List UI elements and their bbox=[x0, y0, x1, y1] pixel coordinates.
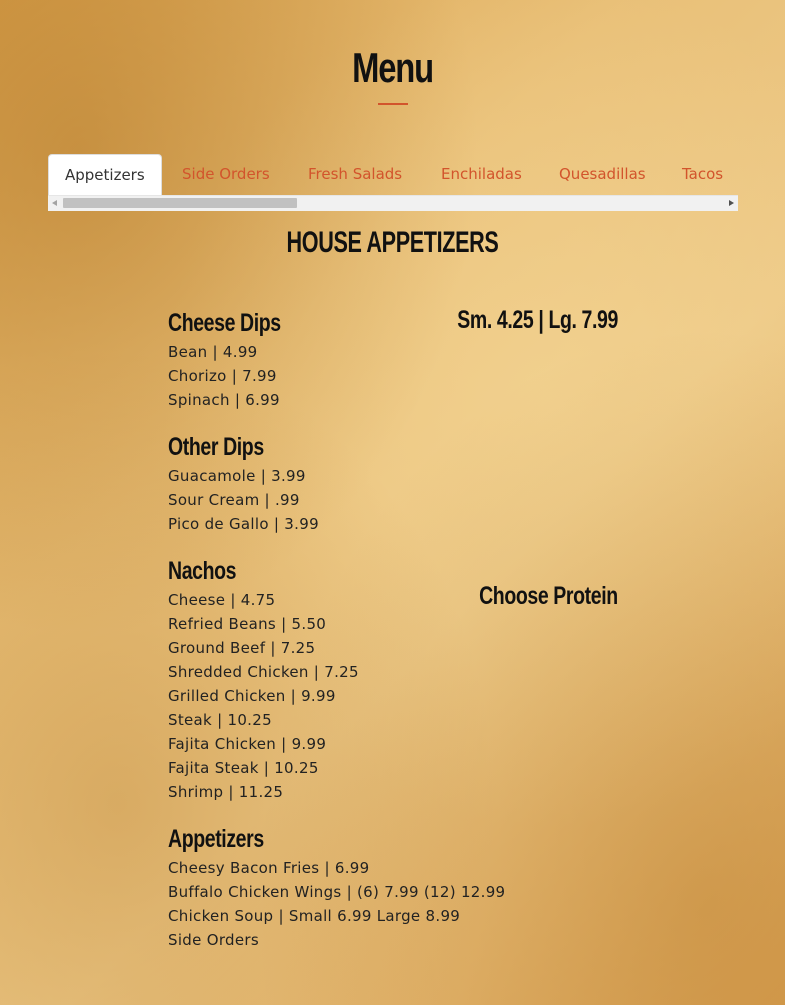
title-divider bbox=[378, 103, 408, 105]
menu-item: Shrimp | 11.25 bbox=[168, 783, 284, 801]
menu-item: Grilled Chicken | 9.99 bbox=[168, 687, 336, 705]
category-title: Appetizers bbox=[168, 825, 264, 853]
choose-protein-note: Choose Protein bbox=[479, 582, 618, 610]
menu-item: Pico de Gallo | 3.99 bbox=[168, 515, 319, 533]
scrollbar-thumb[interactable] bbox=[63, 198, 297, 208]
tab-fresh-salads[interactable]: Fresh Salads bbox=[308, 165, 403, 183]
category-title: Cheese Dips bbox=[168, 309, 281, 337]
tab-appetizers[interactable]: Appetizers bbox=[48, 154, 162, 195]
scroll-left-arrow-icon[interactable] bbox=[48, 196, 62, 211]
menu-item: Fajita Chicken | 9.99 bbox=[168, 735, 327, 753]
section-title: HOUSE APPETIZERS bbox=[286, 226, 499, 259]
menu-category-cheese-dips bbox=[168, 306, 488, 412]
tab-tacos[interactable]: Tacos bbox=[682, 165, 724, 183]
menu-item: Spinach | 6.99 bbox=[168, 391, 280, 409]
tab-side-orders[interactable]: Side Orders bbox=[182, 165, 270, 183]
page-title: Menu bbox=[352, 44, 433, 91]
menu-item: Steak | 10.25 bbox=[168, 711, 272, 729]
category-title: Nachos bbox=[168, 557, 237, 585]
menu-tabs bbox=[48, 154, 738, 194]
menu-category-appetizers bbox=[168, 822, 506, 952]
menu-item: Cheesy Bacon Fries | 6.99 bbox=[168, 859, 370, 877]
menu-item: Guacamole | 3.99 bbox=[168, 467, 306, 485]
menu-item: Cheese | 4.75 bbox=[168, 591, 276, 609]
tab-quesadillas[interactable]: Quesadillas bbox=[559, 165, 646, 183]
menu-item: Fajita Steak | 10.25 bbox=[168, 759, 319, 777]
menu-item: Sour Cream | .99 bbox=[168, 491, 300, 509]
tabs-horizontal-scrollbar[interactable] bbox=[48, 195, 738, 211]
menu-category-nachos bbox=[168, 554, 488, 804]
menu-item: Refried Beans | 5.50 bbox=[168, 615, 327, 633]
menu-item: Buffalo Chicken Wings | (6) 7.99 (12) 12.99 bbox=[168, 883, 506, 901]
menu-category-other-dips bbox=[168, 430, 488, 536]
tab-enchiladas[interactable]: Enchiladas bbox=[441, 165, 522, 183]
menu-item: Side Orders bbox=[168, 931, 259, 949]
menu-item: Bean | 4.99 bbox=[168, 343, 258, 361]
category-title: Other Dips bbox=[168, 433, 264, 461]
cheese-dip-price-note: Sm. 4.25 | Lg. 7.99 bbox=[457, 306, 618, 334]
scroll-right-arrow-icon[interactable] bbox=[724, 196, 738, 211]
menu-item: Chorizo | 7.99 bbox=[168, 367, 277, 385]
menu-item: Ground Beef | 7.25 bbox=[168, 639, 316, 657]
menu-item: Chicken Soup | Small 6.99 Large 8.99 bbox=[168, 907, 461, 925]
menu-item: Shredded Chicken | 7.25 bbox=[168, 663, 359, 681]
